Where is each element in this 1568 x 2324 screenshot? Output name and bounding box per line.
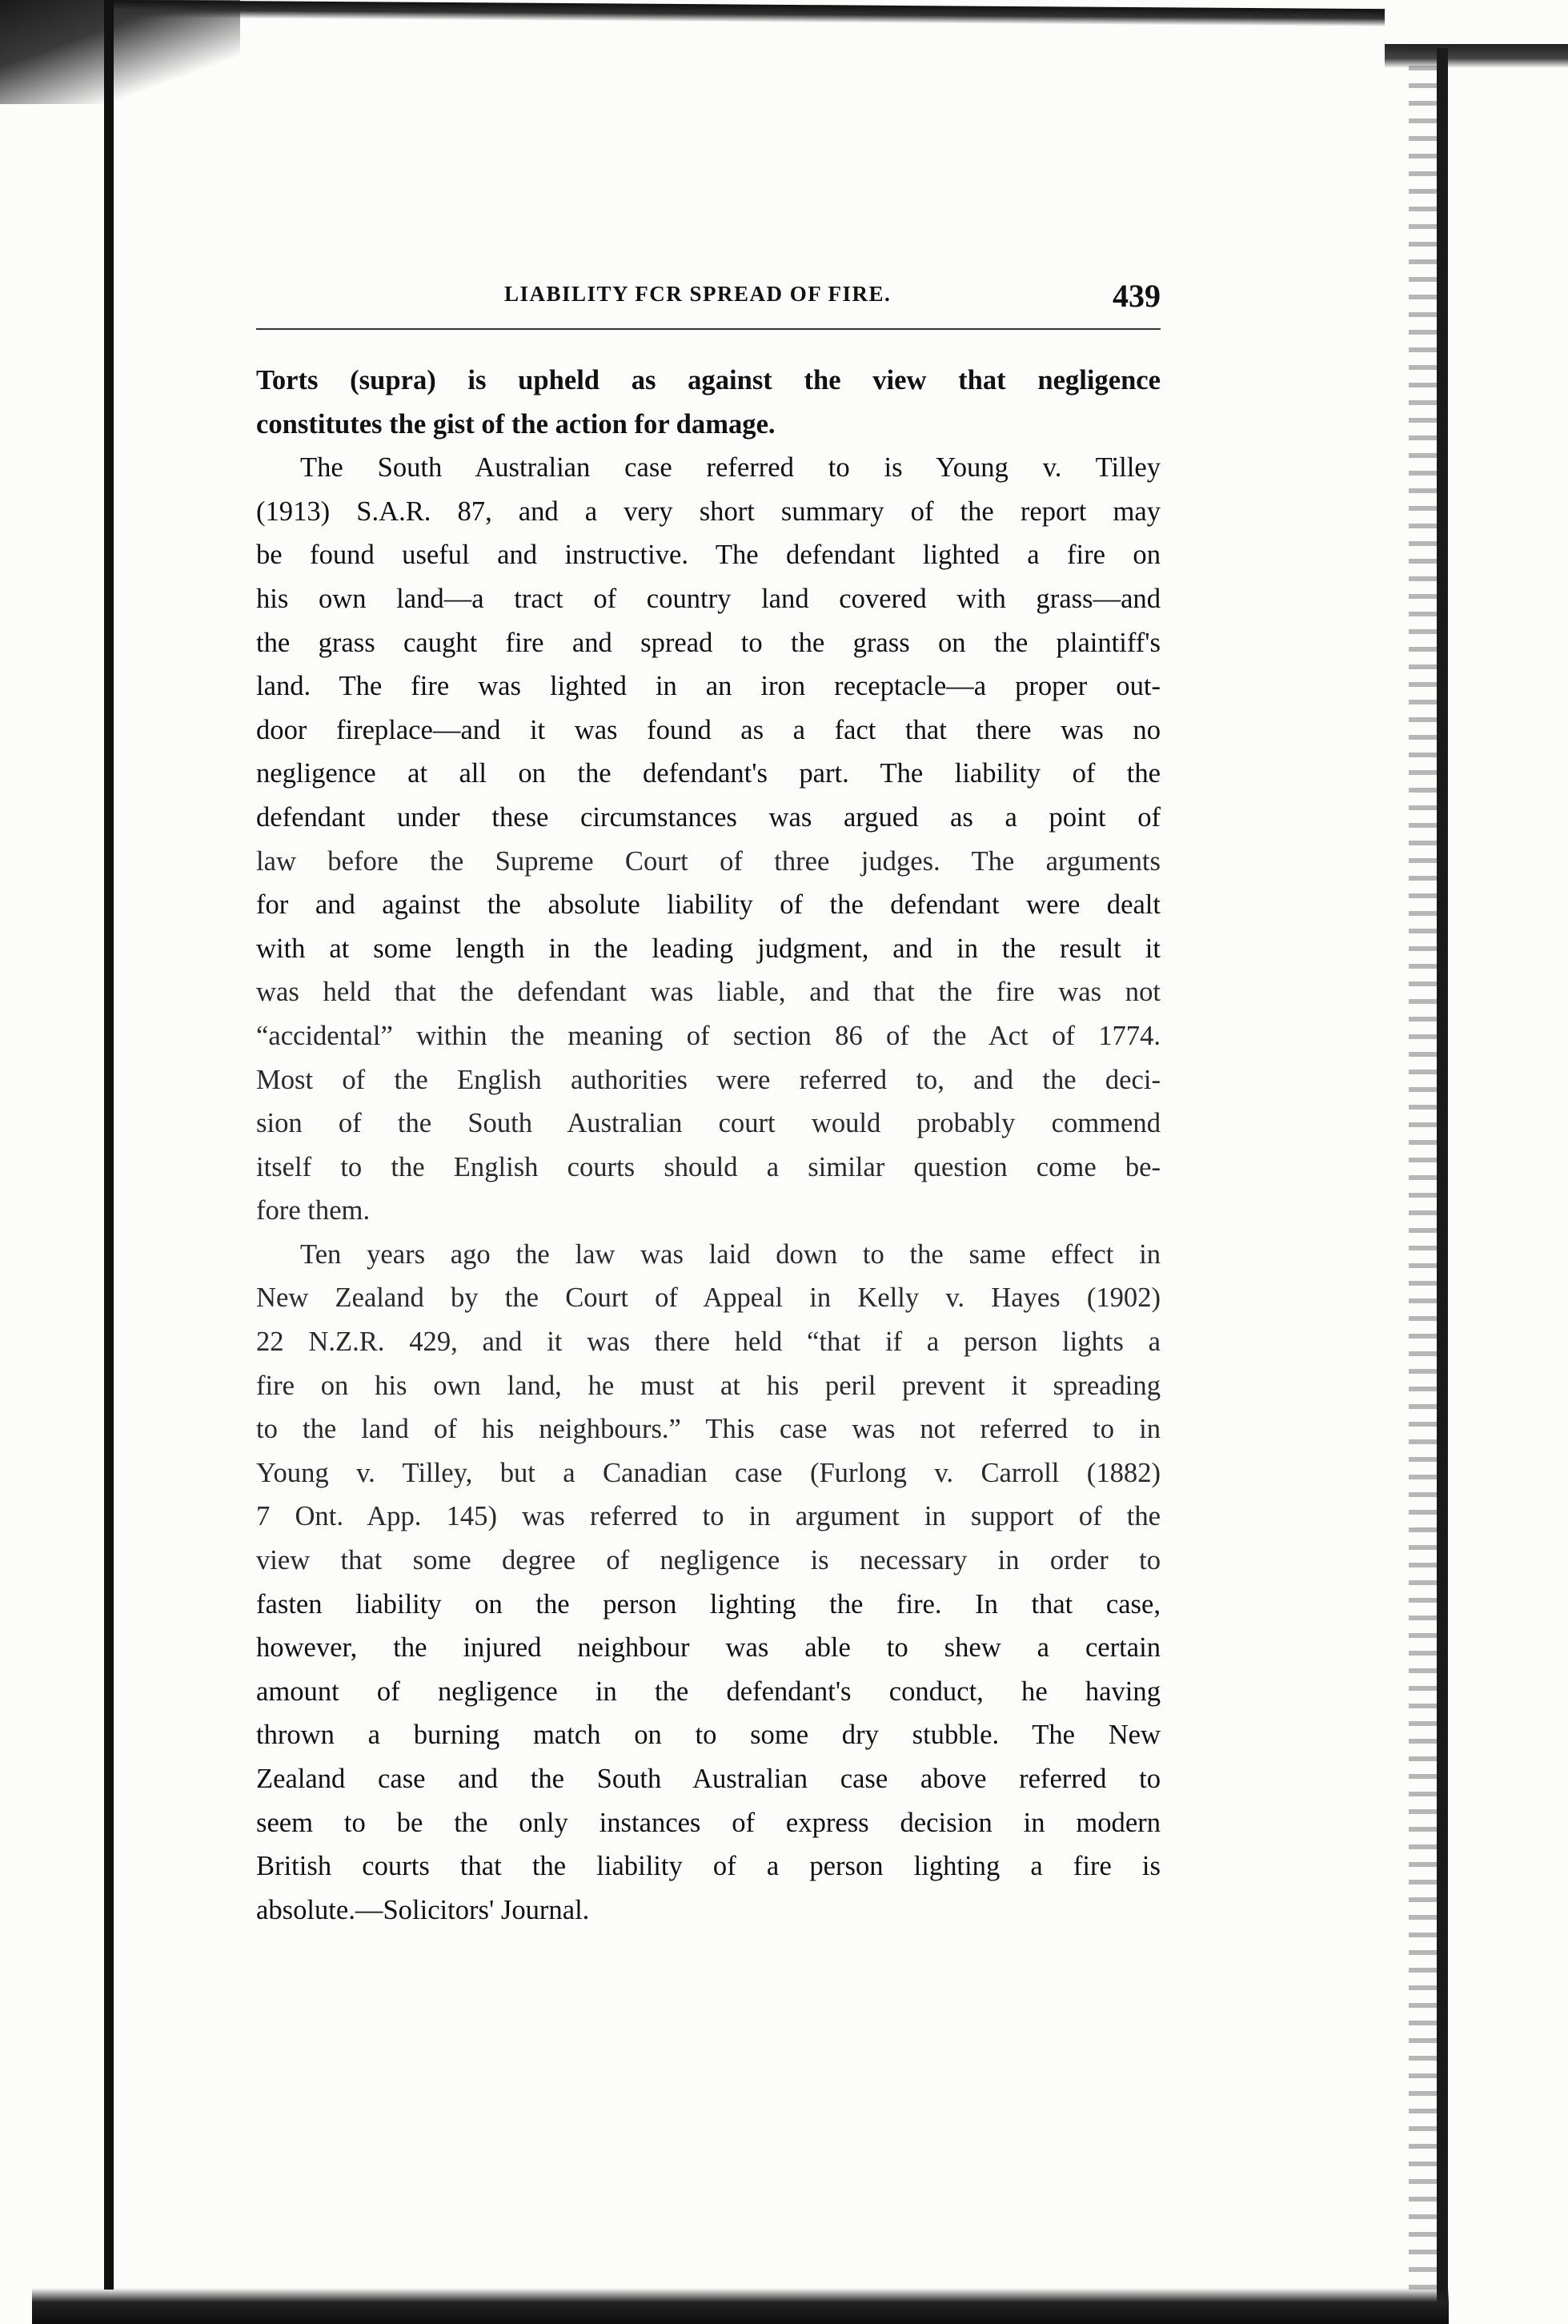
text-line: Torts (supra) is upheld as against the view that negligence	[256, 365, 1161, 395]
scan-edge-right	[1437, 48, 1448, 2306]
scan-edge-top	[104, 0, 1385, 26]
text-line: negligence at all on the defendant's part. The liability of the	[256, 758, 1161, 789]
text-line: view that some degree of negligence is necessary in order to	[256, 1545, 1161, 1576]
text-line: seem to be the only instances of express decision in modern	[256, 1807, 1161, 1838]
text-line: (1913) S.A.R. 87, and a very short summary of the report may	[256, 496, 1161, 527]
text-line: 7 Ont. App. 145) was referred to in argument in support of the	[256, 1501, 1161, 1532]
text-line: be found useful and instructive. The defendant lighted a fire on	[256, 540, 1161, 571]
text-line: fore them.	[256, 1195, 371, 1226]
running-head	[256, 271, 1161, 319]
text-line: itself to the English courts should a similar question come be-	[256, 1151, 1161, 1182]
text-line: 22 N.Z.R. 429, and it was there held “that if a person lights a	[256, 1327, 1161, 1358]
text-line: New Zealand by the Court of Appeal in Kelly v. Hayes (1902)	[256, 1282, 1161, 1314]
running-head-title: LIABILITY FCR SPREAD OF FIRE.	[504, 282, 892, 306]
text-line: constitutes the gist of the action for damage.	[256, 408, 776, 440]
text-line: British courts that the liability of a person lighting a fire is	[256, 1851, 1161, 1882]
text-line: law before the Supreme Court of three judges. The arguments	[256, 845, 1161, 877]
text-line: door fireplace—and it was found as a fact that there was no	[256, 714, 1161, 745]
scan-edge-bottom	[32, 2288, 1449, 2324]
text-line: sion of the South Australian court would probably commend	[256, 1108, 1161, 1139]
text-line: with at some length in the leading judgment, and in the result it	[256, 933, 1161, 964]
text-line: his own land—a tract of country land covered with grass—and	[256, 583, 1161, 614]
text-line: The South Australian case referred to is Young v. Tilley	[300, 452, 1161, 484]
text-line: for and against the absolute liability of the defendant were dealt	[256, 889, 1161, 921]
body-text	[256, 359, 1161, 1932]
text-line: absolute.—Solicitors' Journal.	[256, 1894, 590, 1925]
text-line: Zealand case and the South Australian case above referred to	[256, 1764, 1161, 1794]
text-line: defendant under these circumstances was argued as a point of	[256, 801, 1161, 833]
text-line: Ten years ago the law was laid down to the same effect in	[300, 1238, 1161, 1270]
text-line: amount of negligence in the defendant's conduct, he having	[256, 1676, 1161, 1707]
scan-edge-right-texture	[1409, 48, 1441, 2290]
text-line: fire on his own land, he must at his peril prevent it spreading	[256, 1370, 1161, 1401]
text-line: “accidental” within the meaning of section 86 of the Act of 1774.	[256, 1020, 1161, 1051]
scan-edge-left	[104, 0, 114, 2290]
text-line: was held that the defendant was liable, and that the fire was not	[256, 977, 1161, 1008]
text-line: to the land of his neighbours.” This case was not referred to in	[256, 1414, 1161, 1445]
text-line: Young v. Tilley, but a Canadian case (Furlong v. Carroll (1882)	[256, 1457, 1161, 1488]
text-line: thrown a burning match on to some dry stubble. The New	[256, 1720, 1161, 1751]
text-line: the grass caught fire and spread to the grass on the plaintiff's	[256, 627, 1161, 658]
text-line: fasten liability on the person lighting the fire. In that case,	[256, 1588, 1161, 1620]
header-rule	[256, 328, 1161, 330]
text-line: Most of the English authorities were referred to, and the deci-	[256, 1064, 1161, 1095]
page-number: 439	[1113, 278, 1161, 314]
text-line: land. The fire was lighted in an iron receptacle—a proper out-	[256, 671, 1161, 702]
text-line: however, the injured neighbour was able to shew a certain	[256, 1632, 1161, 1664]
